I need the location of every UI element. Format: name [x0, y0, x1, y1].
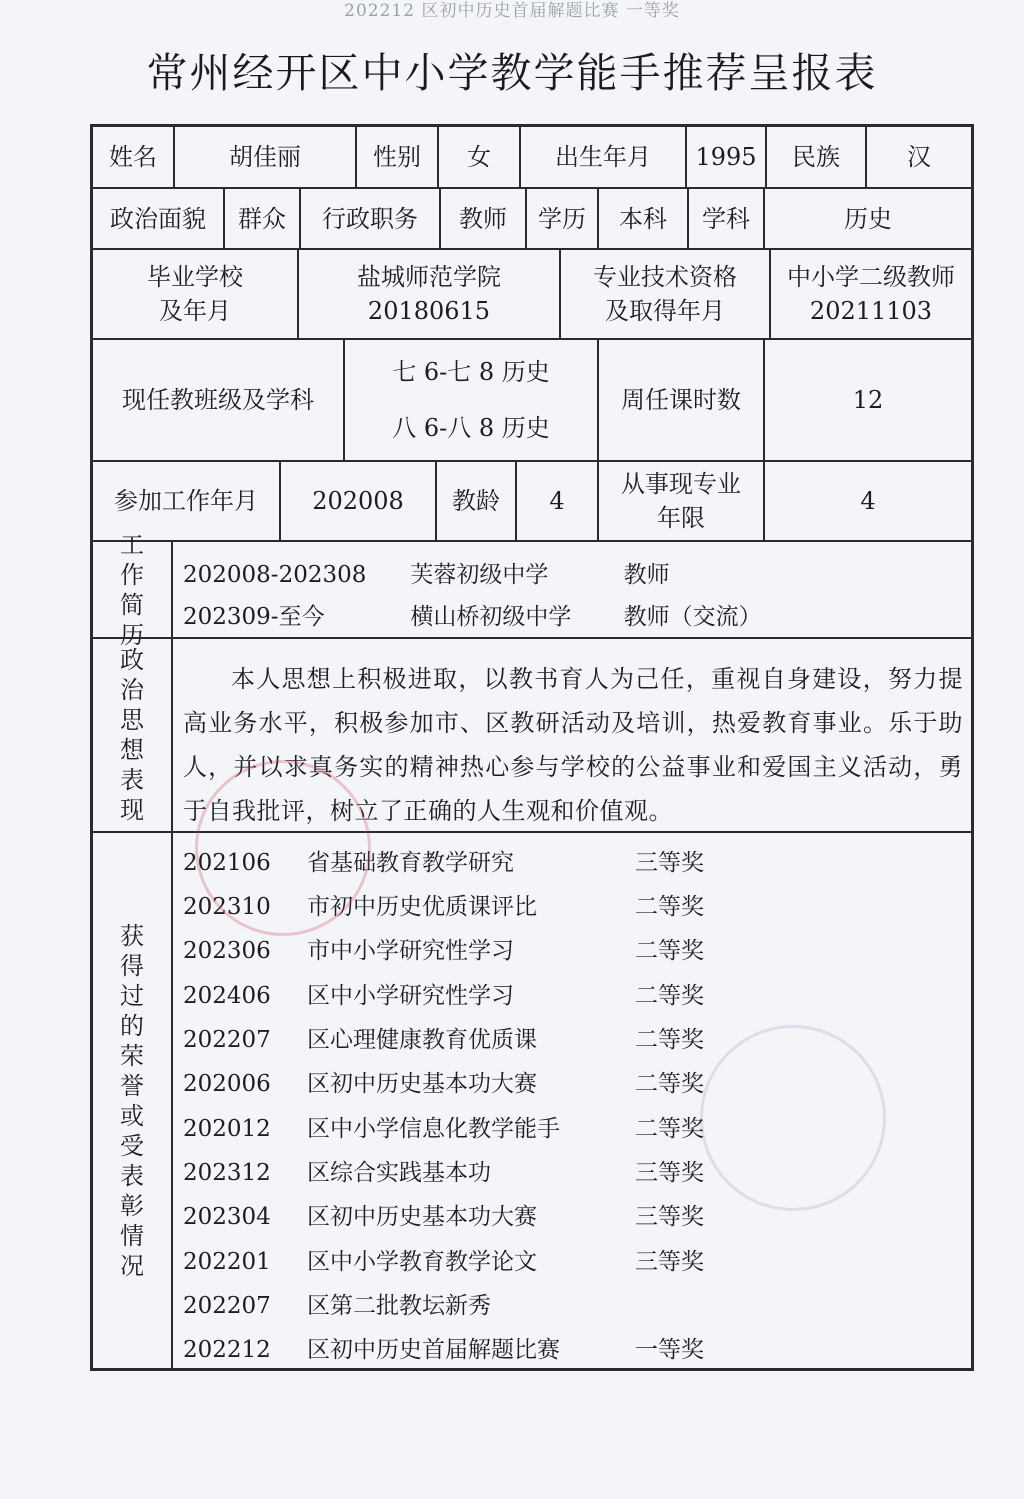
performance-label: 政治思想表现 — [93, 639, 173, 831]
work-start-value: 202008 — [279, 462, 435, 540]
honor-name: 省基础教育教学研究 — [307, 850, 514, 876]
honor-award: 三等奖 — [635, 850, 704, 876]
gender-value: 女 — [437, 127, 519, 187]
honor-date: 202310 — [183, 894, 271, 920]
honors-label: 获得过的荣誉或受表彰情况 — [93, 833, 173, 1368]
subject-value: 历史 — [763, 189, 971, 248]
row-work — [93, 460, 971, 540]
teaching-label: 现任教班级及学科 — [122, 386, 314, 414]
honor-award: 三等奖 — [635, 1249, 704, 1275]
row-resume — [93, 530, 971, 649]
field-years-label-line1: 从事现专业 — [621, 470, 741, 498]
performance-content — [173, 639, 971, 831]
honor-name: 市初中历史优质课评比 — [307, 894, 537, 920]
resume-school: 横山桥初级中学 — [410, 604, 572, 630]
recommendation-form — [90, 124, 974, 1371]
resume-entry — [183, 556, 670, 589]
header-bleed-text: 202212 区初中历史首届解题比赛 一等奖 — [344, 1, 680, 21]
honor-award: 三等奖 — [635, 1204, 704, 1230]
graduation-value — [297, 250, 559, 338]
graduation-school: 盐城师范学院 — [357, 263, 501, 291]
resume-role: 教师 — [623, 562, 670, 588]
honor-name: 区中小学信息化教学能手 — [307, 1116, 560, 1142]
performance-text: 本人思想上积极进取，以教书育人为己任，重视自身建设，努力提高业务水平，积极参加市、区教研活动及培训，热爱教育事业。乐于助人，并以求真务实的精神热心参与学校的公益事业和爱国主义活动，勇于自我批评，树立了正确的人生观和价值观。 — [183, 665, 963, 825]
admin-label: 行政职务 — [299, 189, 439, 248]
row-basic-info — [93, 127, 971, 187]
honor-item — [183, 1107, 963, 1151]
row-political-performance — [93, 637, 971, 831]
honor-item — [183, 1018, 963, 1062]
qualification-value — [769, 250, 971, 338]
honor-name: 区中小学教育教学论文 — [307, 1249, 537, 1275]
honor-award: 二等奖 — [635, 938, 704, 964]
admin-value: 教师 — [439, 189, 525, 248]
graduation-label — [93, 250, 297, 338]
honor-award: 二等奖 — [635, 1071, 704, 1097]
honor-name: 区初中历史基本功大赛 — [307, 1204, 537, 1230]
honor-date: 202106 — [183, 850, 271, 876]
row-political-info — [93, 187, 971, 248]
work-start-label: 参加工作年月 — [114, 487, 258, 515]
hours-label: 周任课时数 — [597, 340, 763, 460]
qualification-title: 中小学二级教师 — [787, 263, 955, 291]
honor-date: 202212 — [183, 1337, 271, 1363]
honor-item — [183, 929, 963, 973]
honor-award: 一等奖 — [635, 1337, 704, 1363]
resume-school: 芙蓉初级中学 — [410, 562, 549, 588]
qualification-label — [559, 250, 769, 338]
honor-item — [183, 1151, 963, 1195]
graduation-date: 20180615 — [367, 297, 491, 325]
honors-content — [173, 833, 971, 1368]
honor-date: 202304 — [183, 1204, 271, 1230]
row-honors — [93, 831, 971, 1368]
education-value: 本科 — [597, 189, 687, 248]
resume-label: 工作简历 — [93, 542, 173, 637]
hours-value: 12 — [763, 340, 971, 460]
field-years-label-line2: 年限 — [657, 504, 705, 532]
honor-name: 区中小学研究性学习 — [307, 983, 514, 1009]
subject-label: 学科 — [687, 189, 763, 248]
honor-item — [183, 1284, 963, 1328]
qualification-label-line2: 及取得年月 — [605, 297, 725, 325]
teaching-years-label: 教龄 — [435, 462, 515, 540]
honor-date: 202006 — [183, 1071, 271, 1097]
honor-date: 202012 — [183, 1116, 271, 1142]
name-label: 姓名 — [109, 143, 157, 171]
honor-award: 三等奖 — [635, 1160, 704, 1186]
teaching-classes — [343, 340, 597, 460]
qualification-label-line1: 专业技术资格 — [593, 263, 737, 291]
teaching-class-line2: 八 6-八 8 历史 — [392, 414, 550, 442]
field-years-label — [597, 462, 763, 540]
resume-period: 202309-至今 — [183, 604, 325, 630]
honor-item — [183, 1328, 963, 1372]
ethnicity-label: 民族 — [765, 127, 865, 187]
graduation-label-line2: 及年月 — [159, 297, 231, 325]
honor-name: 区初中历史首届解题比赛 — [307, 1337, 560, 1363]
honor-item — [183, 1195, 963, 1239]
honor-date: 202207 — [183, 1293, 271, 1319]
resume-entry — [183, 598, 762, 631]
honor-item — [183, 974, 963, 1018]
resume-content — [173, 542, 971, 637]
honor-award: 二等奖 — [635, 894, 704, 920]
graduation-label-line1: 毕业学校 — [147, 263, 243, 291]
gender-label: 性别 — [355, 127, 437, 187]
honor-name: 区心理健康教育优质课 — [307, 1027, 537, 1053]
honor-award: 二等奖 — [635, 983, 704, 1009]
birth-value: 1995 — [685, 127, 765, 187]
honor-date: 202207 — [183, 1027, 271, 1053]
political-value: 群众 — [223, 189, 299, 248]
honor-item — [183, 841, 963, 885]
resume-period: 202008-202308 — [183, 562, 367, 588]
honor-name: 区综合实践基本功 — [307, 1160, 491, 1186]
resume-role: 教师（交流） — [623, 604, 762, 630]
honor-item — [183, 885, 963, 929]
honor-name: 区第二批教坛新秀 — [307, 1293, 491, 1319]
honor-date: 202201 — [183, 1249, 271, 1275]
political-label: 政治面貌 — [110, 204, 206, 233]
row-teaching — [93, 338, 971, 460]
name-value: 胡佳丽 — [173, 127, 355, 187]
honor-name: 市中小学研究性学习 — [307, 938, 514, 964]
honor-date: 202406 — [183, 983, 271, 1009]
birth-label: 出生年月 — [519, 127, 685, 187]
honor-date: 202312 — [183, 1160, 271, 1186]
qualification-date: 20211103 — [809, 297, 933, 325]
field-years-value: 4 — [763, 462, 971, 540]
honor-item — [183, 1062, 963, 1106]
teaching-years-value: 4 — [515, 462, 597, 540]
honor-item — [183, 1240, 963, 1284]
honor-award: 二等奖 — [635, 1116, 704, 1142]
teaching-class-line1: 七 6-七 8 历史 — [392, 358, 550, 386]
education-label: 学历 — [525, 189, 597, 248]
form-title: 常州经开区中小学教学能手推荐呈报表 — [146, 49, 878, 97]
honor-award: 二等奖 — [635, 1027, 704, 1053]
ethnicity-value: 汉 — [865, 127, 971, 187]
honor-name: 区初中历史基本功大赛 — [307, 1071, 537, 1097]
honor-date: 202306 — [183, 938, 271, 964]
row-graduation — [93, 248, 971, 338]
